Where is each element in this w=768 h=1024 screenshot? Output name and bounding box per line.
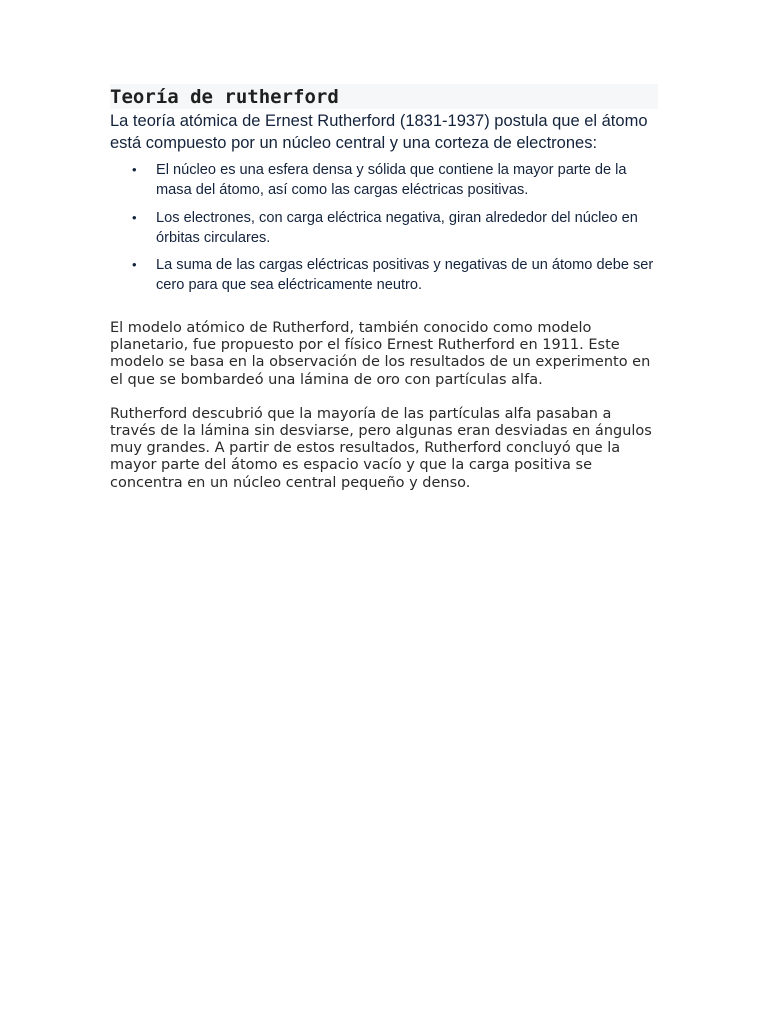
body-paragraph-discovery: Rutherford descubrió que la mayoría de las partículas alfa pasaban a través de la lámina sin desviarse, pero algunas eran desviadas en ángulos muy grandes. A partir de estos resultados, Rutherford concluyó que la mayor parte del átomo es espacio vacío y que la carga positiva se concentra en un núcleo central pequeño y denso. [110, 405, 652, 491]
document-content [110, 84, 658, 492]
list-item-text: Los electrones, con carga eléctrica negativa, giran alrededor del núcleo en órbitas circulares. [156, 209, 638, 246]
list-item-text: La suma de las cargas eléctricas positivas y negativas de un átomo debe ser cero para que sea eléctricamente neutro. [156, 257, 654, 293]
bullet-point: • [132, 257, 137, 272]
intro-paragraph: La teoría atómica de Ernest Rutherford (1831-1937) postula que el átomo está compuesto por un núcleo central y una corteza de electrones: [110, 112, 648, 152]
list-item [110, 208, 658, 248]
bullet-point: • [132, 162, 137, 177]
bullet-point: • [132, 209, 137, 225]
document-title: Teoría de rutherford [110, 84, 658, 109]
bullet-list [110, 160, 658, 295]
list-item [110, 255, 658, 295]
body-paragraph-model: El modelo atómico de Rutherford, también conocido como modelo planetario, fue propuesto por el físico Ernest Rutherford en 1911. Este modelo se basa en la observación de los resultados de un experimento en el que se bombardeó una lámina de oro con partículas alfa. [110, 320, 651, 388]
list-item-text: El núcleo es una esfera densa y sólida que contiene la mayor parte de la masa del átomo, así como las cargas eléctricas positivas. [156, 162, 627, 198]
list-item [110, 160, 658, 200]
